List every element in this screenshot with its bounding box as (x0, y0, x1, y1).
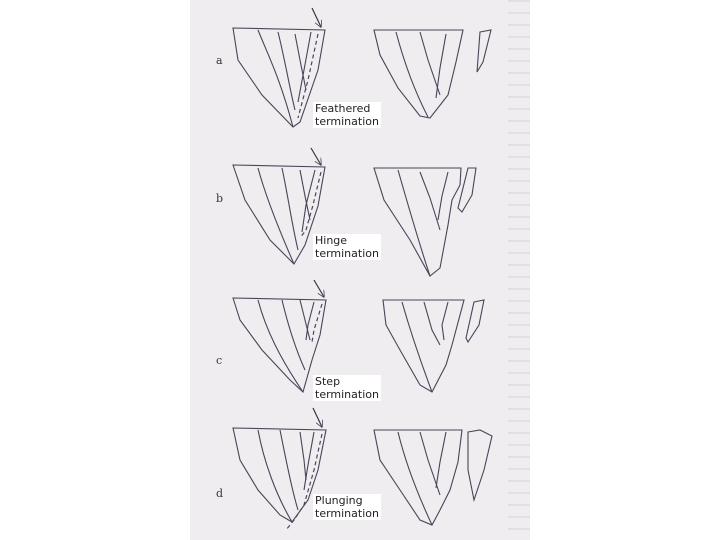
panel-d-removed-flake (468, 430, 492, 500)
panel-c-removed-flake (466, 300, 484, 342)
panel-d-termination-label (313, 494, 381, 520)
panel-b-letter: b (216, 192, 224, 205)
panel-a-core-with-flake (233, 28, 325, 127)
panel-c-label-line2: termination (315, 388, 379, 401)
panel-c-termination-label (313, 375, 381, 401)
panel-a-label-line2: termination (315, 115, 379, 128)
panel-d-letter: d (216, 487, 224, 500)
panel-a-termination-label (313, 102, 381, 128)
panel-d-core-detached (374, 430, 462, 525)
panel-b-core-detached (374, 168, 461, 276)
panel-a-letter: a (216, 54, 223, 67)
panel-b-termination-label (313, 234, 381, 260)
panel-c-label-line1: Step (315, 375, 341, 388)
panel-d-force-arrow (313, 408, 322, 427)
panel-a-label-line1: Feathered (315, 102, 371, 115)
panel-b-label-line2: termination (315, 247, 379, 260)
panel-d-label-line2: termination (315, 507, 379, 520)
panel-b-label-line1: Hinge (315, 234, 348, 247)
panel-b-force-arrow (311, 148, 321, 165)
panel-b-core-with-flake (233, 165, 325, 264)
panel-a-core-detached (374, 30, 463, 118)
panel-c-force-arrow (314, 280, 324, 297)
panel-a-removed-flake (477, 30, 491, 72)
panel-c-letter: c (216, 354, 223, 367)
panel-c-core-detached (383, 300, 464, 392)
panel-d-label-line1: Plunging (315, 494, 363, 507)
panel-a-force-arrow (312, 8, 321, 27)
